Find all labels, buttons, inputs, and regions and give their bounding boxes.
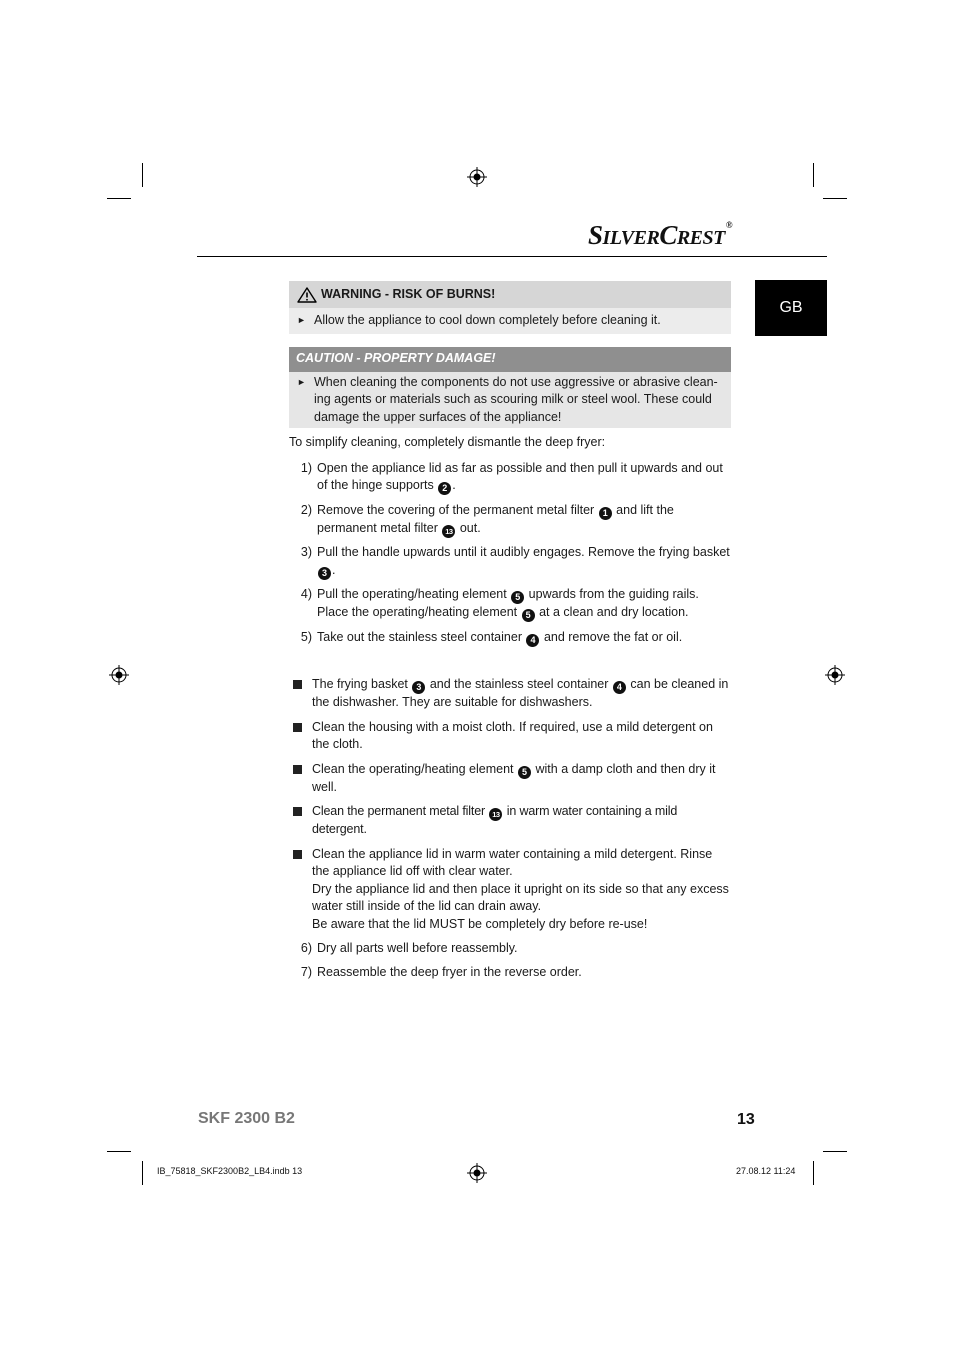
step-number: 7) — [300, 965, 312, 979]
warning-box — [289, 281, 731, 334]
text-run: out. — [456, 520, 481, 535]
part-number-badge: 5 — [511, 591, 524, 604]
dismantle-steps — [289, 460, 731, 647]
part-number-badge: 2 — [438, 482, 451, 495]
bullet-text — [312, 846, 731, 934]
crop-mark — [823, 198, 847, 199]
step-number: 2) — [300, 502, 312, 517]
brand-letters: ILVER — [602, 227, 660, 249]
part-number-badge: 3 — [412, 681, 425, 694]
part-number-badge: 4 — [613, 681, 626, 694]
step-number: 3) — [300, 545, 312, 559]
brand-letters: REST — [676, 227, 725, 249]
text-run: at a clean and dry location. — [535, 605, 689, 619]
text-run: Remove the covering of the permanent metal filter — [317, 502, 598, 517]
text-run: . — [332, 562, 336, 577]
list-item — [289, 629, 731, 647]
crop-mark — [107, 198, 131, 199]
step-text: Reassemble the deep fryer in the reverse order. — [317, 965, 582, 979]
caution-title: CAUTION - PROPERTY DAMAGE! — [296, 351, 496, 366]
text-run: Dry the appliance lid and then place it upright on its side so that any excess water still inside of the lid can drain away. — [312, 881, 729, 913]
crop-mark — [813, 1161, 814, 1185]
warning-header — [289, 281, 731, 308]
text-run: The frying basket — [312, 677, 412, 691]
list-item — [289, 964, 731, 982]
cleaning-bullets — [289, 676, 731, 933]
registration-mark-icon — [825, 665, 845, 685]
warning-text: Allow the appliance to cool down completely before cleaning it. — [314, 313, 661, 327]
warning-body — [289, 308, 731, 334]
text-run: Clean the housing with a moist cloth. If required, use a mild detergent on the cloth. — [312, 719, 713, 751]
list-item — [289, 761, 731, 797]
brand-letter: C — [659, 220, 677, 250]
bullet-text — [312, 719, 731, 754]
crop-mark — [142, 163, 143, 187]
warning-item — [297, 312, 723, 330]
part-number-badge: 13 — [489, 808, 502, 821]
registered-mark: ® — [725, 220, 733, 230]
text-run: with a damp cloth and then dry it well. — [312, 761, 716, 794]
language-tab: GB — [755, 280, 827, 336]
list-item — [289, 460, 731, 496]
list-item — [289, 676, 731, 712]
caution-body — [289, 372, 731, 429]
list-item — [289, 586, 731, 622]
square-bullet-icon — [289, 803, 312, 839]
registration-mark-icon — [467, 1163, 487, 1183]
text-run: Open the appliance lid as far as possible and then pull it upwards and out of the hinge supports — [317, 460, 723, 492]
warning-title: WARNING - RISK OF BURNS! — [321, 286, 496, 301]
crop-mark — [142, 1161, 143, 1185]
text-run: Be aware that the lid MUST be completely dry before re-use! — [312, 916, 648, 931]
list-item — [289, 846, 731, 934]
square-bullet-icon — [289, 676, 312, 712]
list-item — [289, 940, 731, 958]
header-rule — [197, 256, 827, 257]
bullet-text — [312, 676, 731, 712]
intro-text: To simplify cleaning, completely dismantle the deep fryer: — [289, 435, 606, 449]
step-text — [312, 629, 731, 647]
text-run: upwards from the guiding rails. — [525, 587, 699, 601]
text-run: Pull the operating/heating element — [317, 587, 511, 601]
model-number: SKF 2300 B2 — [198, 1110, 295, 1127]
part-number-badge: 5 — [518, 766, 531, 779]
step-text — [312, 586, 731, 622]
text-run: and remove the fat or oil. — [540, 629, 683, 644]
part-number-badge: 13 — [442, 525, 455, 538]
brand-logo — [588, 220, 732, 251]
reassembly-steps — [289, 940, 731, 982]
page-number: 13 — [737, 1111, 755, 1128]
square-bullet-icon — [289, 719, 312, 754]
part-number-badge: 5 — [522, 609, 535, 622]
crop-mark — [823, 1151, 847, 1152]
registration-mark-icon — [467, 167, 487, 187]
step-number: 1) — [300, 460, 312, 475]
text-run: Clean the permanent metal filter — [312, 804, 489, 818]
caution-box — [289, 347, 731, 429]
text-run: in warm water containing a mild detergent. — [312, 804, 678, 836]
caution-header — [289, 347, 731, 372]
arrow-bullet-icon: ► — [297, 376, 306, 387]
caution-text: When cleaning the components do not use aggressive or abrasive clean-ing agents or materials such as scouring milk or steel wool. These could damage the upper surfaces of the appliance! — [314, 374, 718, 424]
arrow-bullet-icon: ► — [297, 315, 306, 325]
text-run: can be cleaned in the dishwasher. They are suitable for dishwashers. — [312, 677, 729, 709]
part-number-badge: 3 — [318, 567, 331, 580]
square-bullet-icon — [289, 846, 312, 934]
text-run: Clean the operating/heating element — [312, 761, 518, 776]
text-run: Pull the handle upwards until it audibly engages. Remove the frying basket — [317, 545, 730, 559]
step-number: 6) — [300, 941, 312, 955]
crop-mark — [107, 1151, 131, 1152]
step-text: Dry all parts well before reassembly. — [317, 941, 518, 955]
list-item — [289, 803, 731, 839]
warning-triangle-icon — [297, 287, 317, 303]
main-content — [289, 281, 731, 988]
text-run: and the stainless steel container — [426, 677, 612, 691]
text-run: Take out the stainless steel container — [317, 629, 526, 644]
step-text — [312, 544, 731, 580]
step-number: 4) — [300, 587, 312, 601]
text-run: . — [452, 478, 456, 492]
list-item — [289, 544, 731, 580]
text-run: Clean the appliance lid in warm water containing a mild detergent. Rinse the appliance lid off with clear water. — [312, 846, 713, 878]
caution-item — [297, 374, 723, 427]
text-run: and lift the permanent metal filter — [317, 502, 674, 535]
square-bullet-icon — [289, 761, 312, 797]
bullet-text — [312, 803, 731, 839]
part-number-badge: 1 — [599, 507, 612, 520]
brand-letter: S — [588, 220, 603, 250]
step-text — [312, 460, 731, 496]
step-number: 5) — [300, 629, 312, 644]
registration-mark-icon — [109, 665, 129, 685]
list-item — [289, 502, 731, 538]
crop-mark — [813, 163, 814, 187]
part-number-badge: 4 — [526, 634, 539, 647]
list-item — [289, 719, 731, 754]
print-slug-date: 27.08.12 11:24 — [736, 1166, 796, 1176]
bullet-text — [312, 761, 731, 797]
print-slug-file: IB_75818_SKF2300B2_LB4.indb 13 — [157, 1166, 303, 1176]
text-run: Place the operating/heating element — [317, 605, 521, 619]
step-text — [312, 502, 731, 538]
